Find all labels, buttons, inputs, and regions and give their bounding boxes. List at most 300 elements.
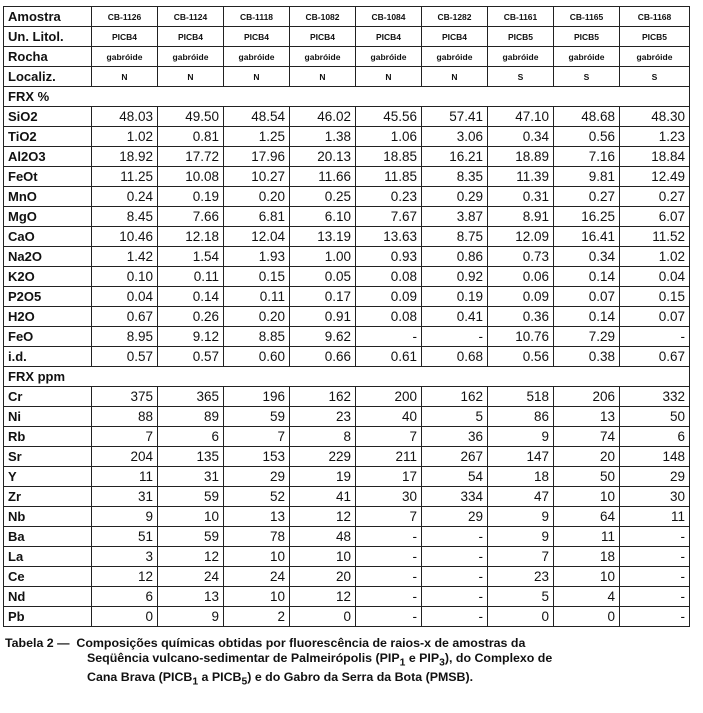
value-cell: 0.11	[158, 267, 224, 287]
caption-label: Tabela 2 —	[5, 636, 70, 650]
value-cell: 18.84	[620, 147, 690, 167]
value-cell: 12	[158, 547, 224, 567]
value-cell: 0.29	[422, 187, 488, 207]
value-cell: 86	[488, 407, 554, 427]
value-cell: 7	[356, 427, 422, 447]
value-cell: 200	[356, 387, 422, 407]
value-cell: 0.41	[422, 307, 488, 327]
value-cell: 3.06	[422, 127, 488, 147]
value-cell: 0.26	[158, 307, 224, 327]
empty-cell	[158, 87, 224, 107]
value-cell: 29	[620, 467, 690, 487]
value-cell: 0.31	[488, 187, 554, 207]
value-cell: 7.29	[554, 327, 620, 347]
value-cell: 46.02	[290, 107, 356, 127]
value-cell: 48.30	[620, 107, 690, 127]
row-label: Al2O3	[4, 147, 92, 167]
value-cell: 0.14	[554, 267, 620, 287]
table-row	[4, 327, 690, 347]
value-cell: 1.38	[290, 127, 356, 147]
value-cell: 40	[356, 407, 422, 427]
value-cell: 375	[92, 387, 158, 407]
caption-text: ) e do Gabro da Serra da Bota (PMSB).	[247, 670, 474, 685]
value-cell: 23	[488, 567, 554, 587]
value-cell: 12	[290, 587, 356, 607]
caption-text: a PICB	[198, 670, 242, 685]
row-label: Cr	[4, 387, 92, 407]
row-label: Ba	[4, 527, 92, 547]
value-cell: 29	[422, 507, 488, 527]
table-row	[4, 487, 690, 507]
row-label: Y	[4, 467, 92, 487]
value-cell: 7	[92, 427, 158, 447]
value-cell: 162	[290, 387, 356, 407]
row-label: TiO2	[4, 127, 92, 147]
empty-cell	[356, 367, 422, 387]
value-cell: 0.93	[356, 247, 422, 267]
value-cell: 2	[224, 607, 290, 627]
value-cell: 11.52	[620, 227, 690, 247]
value-cell: 12	[92, 567, 158, 587]
table-row	[4, 187, 690, 207]
value-cell: 47	[488, 487, 554, 507]
table-row	[4, 607, 690, 627]
value-cell: 11.85	[356, 167, 422, 187]
value-cell: 16.41	[554, 227, 620, 247]
empty-cell	[422, 87, 488, 107]
value-cell: 0.04	[92, 287, 158, 307]
value-cell: 0.61	[356, 347, 422, 367]
row-label: FeOt	[4, 167, 92, 187]
value-cell: 10.46	[92, 227, 158, 247]
value-cell: 0.24	[92, 187, 158, 207]
value-cell: 64	[554, 507, 620, 527]
value-cell: 0.34	[554, 247, 620, 267]
meta-cell: PICB4	[290, 27, 356, 47]
value-cell: 9	[92, 507, 158, 527]
table-row	[4, 247, 690, 267]
value-cell: 518	[488, 387, 554, 407]
value-cell: 135	[158, 447, 224, 467]
value-cell: 9.81	[554, 167, 620, 187]
meta-cell: gabróide	[224, 47, 290, 67]
value-cell: 10	[224, 587, 290, 607]
table-row	[4, 467, 690, 487]
value-cell: 18.92	[92, 147, 158, 167]
meta-cell: N	[422, 67, 488, 87]
value-cell: -	[356, 607, 422, 627]
row-label: Rb	[4, 427, 92, 447]
value-cell: 50	[554, 467, 620, 487]
value-cell: 9	[158, 607, 224, 627]
table-row	[4, 127, 690, 147]
table-row	[4, 567, 690, 587]
table-row	[4, 167, 690, 187]
value-cell: 0	[488, 607, 554, 627]
value-cell: 10	[554, 487, 620, 507]
section-title: FRX %	[4, 87, 92, 107]
value-cell: 147	[488, 447, 554, 467]
value-cell: 48.03	[92, 107, 158, 127]
value-cell: 6.81	[224, 207, 290, 227]
value-cell: -	[356, 527, 422, 547]
value-cell: 88	[92, 407, 158, 427]
value-cell: 74	[554, 427, 620, 447]
value-cell: 5	[488, 587, 554, 607]
value-cell: 18.89	[488, 147, 554, 167]
value-cell: 23	[290, 407, 356, 427]
value-cell: 8.95	[92, 327, 158, 347]
row-label: Pb	[4, 607, 92, 627]
value-cell: -	[620, 567, 690, 587]
value-cell: 18	[554, 547, 620, 567]
meta-row	[4, 27, 690, 47]
value-cell: 0.56	[488, 347, 554, 367]
value-cell: 0.81	[158, 127, 224, 147]
empty-cell	[224, 367, 290, 387]
row-label: Un. Litol.	[4, 27, 92, 47]
value-cell: 10.27	[224, 167, 290, 187]
meta-cell: PICB5	[554, 27, 620, 47]
value-cell: -	[356, 547, 422, 567]
value-cell: -	[620, 527, 690, 547]
value-cell: 13	[224, 507, 290, 527]
sample-id: CB-1118	[224, 7, 290, 27]
row-label: Nd	[4, 587, 92, 607]
caption-line-3	[5, 670, 695, 689]
value-cell: 10	[158, 507, 224, 527]
value-cell: 18.85	[356, 147, 422, 167]
meta-cell: PICB5	[488, 27, 554, 47]
value-cell: 48.68	[554, 107, 620, 127]
table-row	[4, 307, 690, 327]
meta-cell: gabróide	[158, 47, 224, 67]
value-cell: 13.63	[356, 227, 422, 247]
row-label: K2O	[4, 267, 92, 287]
value-cell: 8.45	[92, 207, 158, 227]
table-row	[4, 427, 690, 447]
value-cell: 0.67	[92, 307, 158, 327]
value-cell: 31	[158, 467, 224, 487]
meta-cell: gabróide	[92, 47, 158, 67]
caption-text: e PIP	[405, 651, 440, 665]
value-cell: 0.09	[356, 287, 422, 307]
value-cell: 0.11	[224, 287, 290, 307]
value-cell: 3	[92, 547, 158, 567]
empty-cell	[290, 87, 356, 107]
value-cell: 0.36	[488, 307, 554, 327]
value-cell: 7.16	[554, 147, 620, 167]
value-cell: 12.04	[224, 227, 290, 247]
section-header-row	[4, 87, 690, 107]
value-cell: 50	[620, 407, 690, 427]
value-cell: 0.20	[224, 187, 290, 207]
value-cell: 0.27	[554, 187, 620, 207]
value-cell: 12.09	[488, 227, 554, 247]
caption-line-1	[5, 636, 695, 651]
value-cell: 6	[158, 427, 224, 447]
value-cell: 0.25	[290, 187, 356, 207]
value-cell: 0.07	[554, 287, 620, 307]
value-cell: 31	[92, 487, 158, 507]
row-label: Nb	[4, 507, 92, 527]
value-cell: 20.13	[290, 147, 356, 167]
sample-id: CB-1084	[356, 7, 422, 27]
table-row	[4, 387, 690, 407]
meta-cell: gabróide	[620, 47, 690, 67]
value-cell: 0.34	[488, 127, 554, 147]
value-cell: 59	[158, 487, 224, 507]
row-label: Sr	[4, 447, 92, 467]
value-cell: 49.50	[158, 107, 224, 127]
value-cell: 11	[620, 507, 690, 527]
value-cell: 10	[290, 547, 356, 567]
empty-cell	[92, 367, 158, 387]
value-cell: 0	[554, 607, 620, 627]
meta-row	[4, 47, 690, 67]
value-cell: 204	[92, 447, 158, 467]
row-label: FeO	[4, 327, 92, 347]
value-cell: 41	[290, 487, 356, 507]
caption-text: Composições químicas obtidas por fluorescência de raios-x de amostras da	[76, 636, 526, 650]
value-cell: 12.49	[620, 167, 690, 187]
value-cell: 0.05	[290, 267, 356, 287]
value-cell: 9.12	[158, 327, 224, 347]
value-cell: 11.66	[290, 167, 356, 187]
value-cell: 0.91	[290, 307, 356, 327]
value-cell: 30	[620, 487, 690, 507]
value-cell: 0.19	[158, 187, 224, 207]
row-label: La	[4, 547, 92, 567]
value-cell: -	[620, 327, 690, 347]
caption-subscript: 1	[399, 657, 406, 669]
value-cell: 48	[290, 527, 356, 547]
value-cell: 162	[422, 387, 488, 407]
value-cell: 0.04	[620, 267, 690, 287]
value-cell: 0.09	[488, 287, 554, 307]
empty-cell	[290, 367, 356, 387]
value-cell: 0.06	[488, 267, 554, 287]
value-cell: 51	[92, 527, 158, 547]
value-cell: 196	[224, 387, 290, 407]
caption-subscript: 1	[192, 676, 199, 688]
value-cell: 334	[422, 487, 488, 507]
value-cell: 9.62	[290, 327, 356, 347]
value-cell: 1.00	[290, 247, 356, 267]
meta-cell: N	[224, 67, 290, 87]
value-cell: 1.54	[158, 247, 224, 267]
section-title: FRX ppm	[4, 367, 92, 387]
value-cell: 1.25	[224, 127, 290, 147]
value-cell: 8.85	[224, 327, 290, 347]
value-cell: 0.08	[356, 307, 422, 327]
meta-cell: PICB4	[356, 27, 422, 47]
value-cell: 0	[92, 607, 158, 627]
value-cell: -	[620, 547, 690, 567]
value-cell: 52	[224, 487, 290, 507]
value-cell: 206	[554, 387, 620, 407]
value-cell: 54	[422, 467, 488, 487]
sample-id: CB-1282	[422, 7, 488, 27]
value-cell: 0.15	[620, 287, 690, 307]
value-cell: 229	[290, 447, 356, 467]
value-cell: 0.10	[92, 267, 158, 287]
value-cell: 0.68	[422, 347, 488, 367]
meta-cell: gabróide	[290, 47, 356, 67]
value-cell: -	[356, 327, 422, 347]
caption-subscript: 3	[439, 657, 445, 669]
value-cell: 0.07	[620, 307, 690, 327]
value-cell: 59	[158, 527, 224, 547]
value-cell: 1.06	[356, 127, 422, 147]
value-cell: 6.10	[290, 207, 356, 227]
value-cell: 153	[224, 447, 290, 467]
value-cell: 7	[356, 507, 422, 527]
value-cell: 8	[290, 427, 356, 447]
value-cell: 0.66	[290, 347, 356, 367]
value-cell: 13	[158, 587, 224, 607]
row-label: i.d.	[4, 347, 92, 367]
header-label: Amostra	[4, 7, 92, 27]
value-cell: 17.96	[224, 147, 290, 167]
table-row	[4, 287, 690, 307]
value-cell: 0.73	[488, 247, 554, 267]
value-cell: 8.75	[422, 227, 488, 247]
row-label: Ni	[4, 407, 92, 427]
value-cell: 0.27	[620, 187, 690, 207]
value-cell: 0.57	[158, 347, 224, 367]
row-label: Na2O	[4, 247, 92, 267]
empty-cell	[620, 367, 690, 387]
value-cell: 9	[488, 507, 554, 527]
value-cell: 24	[224, 567, 290, 587]
caption-text: Cana Brava (PICB	[87, 670, 193, 685]
empty-cell	[158, 367, 224, 387]
value-cell: 1.23	[620, 127, 690, 147]
meta-cell: S	[554, 67, 620, 87]
value-cell: -	[422, 567, 488, 587]
value-cell: 59	[224, 407, 290, 427]
value-cell: -	[422, 547, 488, 567]
table-row	[4, 447, 690, 467]
value-cell: -	[422, 327, 488, 347]
table-row	[4, 587, 690, 607]
meta-cell: N	[356, 67, 422, 87]
empty-cell	[92, 87, 158, 107]
empty-cell	[356, 87, 422, 107]
value-cell: 1.02	[620, 247, 690, 267]
value-cell: 10	[554, 567, 620, 587]
value-cell: 7	[488, 547, 554, 567]
value-cell: 11	[554, 527, 620, 547]
table-row	[4, 207, 690, 227]
value-cell: 0.15	[224, 267, 290, 287]
empty-cell	[554, 367, 620, 387]
caption-text: Seqüência vulcano-sedimentar de Palmeirópolis (PIP	[87, 651, 400, 665]
value-cell: 7	[224, 427, 290, 447]
value-cell: 20	[554, 447, 620, 467]
table-row	[4, 347, 690, 367]
value-cell: 89	[158, 407, 224, 427]
meta-cell: gabróide	[422, 47, 488, 67]
value-cell: 10	[224, 547, 290, 567]
value-cell: 0	[290, 607, 356, 627]
value-cell: 0.92	[422, 267, 488, 287]
value-cell: 0.23	[356, 187, 422, 207]
table-row	[4, 507, 690, 527]
value-cell: 48.54	[224, 107, 290, 127]
meta-cell: PICB4	[158, 27, 224, 47]
header-row	[4, 7, 690, 27]
value-cell: 10.76	[488, 327, 554, 347]
value-cell: 29	[224, 467, 290, 487]
value-cell: 0.19	[422, 287, 488, 307]
value-cell: 11.25	[92, 167, 158, 187]
value-cell: -	[422, 527, 488, 547]
value-cell: 12	[290, 507, 356, 527]
value-cell: 332	[620, 387, 690, 407]
value-cell: 365	[158, 387, 224, 407]
value-cell: 6	[92, 587, 158, 607]
meta-cell: gabróide	[554, 47, 620, 67]
value-cell: 8.35	[422, 167, 488, 187]
value-cell: 0.38	[554, 347, 620, 367]
empty-cell	[422, 367, 488, 387]
value-cell: 20	[290, 567, 356, 587]
value-cell: -	[620, 587, 690, 607]
meta-cell: N	[92, 67, 158, 87]
value-cell: 0.20	[224, 307, 290, 327]
empty-cell	[554, 87, 620, 107]
value-cell: 13.19	[290, 227, 356, 247]
value-cell: -	[422, 587, 488, 607]
value-cell: 1.42	[92, 247, 158, 267]
value-cell: 0.86	[422, 247, 488, 267]
value-cell: 18	[488, 467, 554, 487]
value-cell: 7.67	[356, 207, 422, 227]
value-cell: 0.14	[554, 307, 620, 327]
value-cell: 8.91	[488, 207, 554, 227]
value-cell: 19	[290, 467, 356, 487]
value-cell: 9	[488, 527, 554, 547]
empty-cell	[488, 87, 554, 107]
value-cell: 0.14	[158, 287, 224, 307]
empty-cell	[488, 367, 554, 387]
row-label: H2O	[4, 307, 92, 327]
section-header-row	[4, 367, 690, 387]
value-cell: 47.10	[488, 107, 554, 127]
row-label: MgO	[4, 207, 92, 227]
row-label: P2O5	[4, 287, 92, 307]
value-cell: 4	[554, 587, 620, 607]
row-label: Localiz.	[4, 67, 92, 87]
meta-cell: PICB4	[224, 27, 290, 47]
value-cell: 0.17	[290, 287, 356, 307]
meta-cell: PICB5	[620, 27, 690, 47]
value-cell: 7.66	[158, 207, 224, 227]
value-cell: 17.72	[158, 147, 224, 167]
table-row	[4, 147, 690, 167]
meta-cell: S	[620, 67, 690, 87]
meta-cell: PICB4	[422, 27, 488, 47]
sample-id: CB-1082	[290, 7, 356, 27]
value-cell: 1.02	[92, 127, 158, 147]
value-cell: 3.87	[422, 207, 488, 227]
sample-id: CB-1165	[554, 7, 620, 27]
row-label: MnO	[4, 187, 92, 207]
row-label: CaO	[4, 227, 92, 247]
value-cell: 11.39	[488, 167, 554, 187]
